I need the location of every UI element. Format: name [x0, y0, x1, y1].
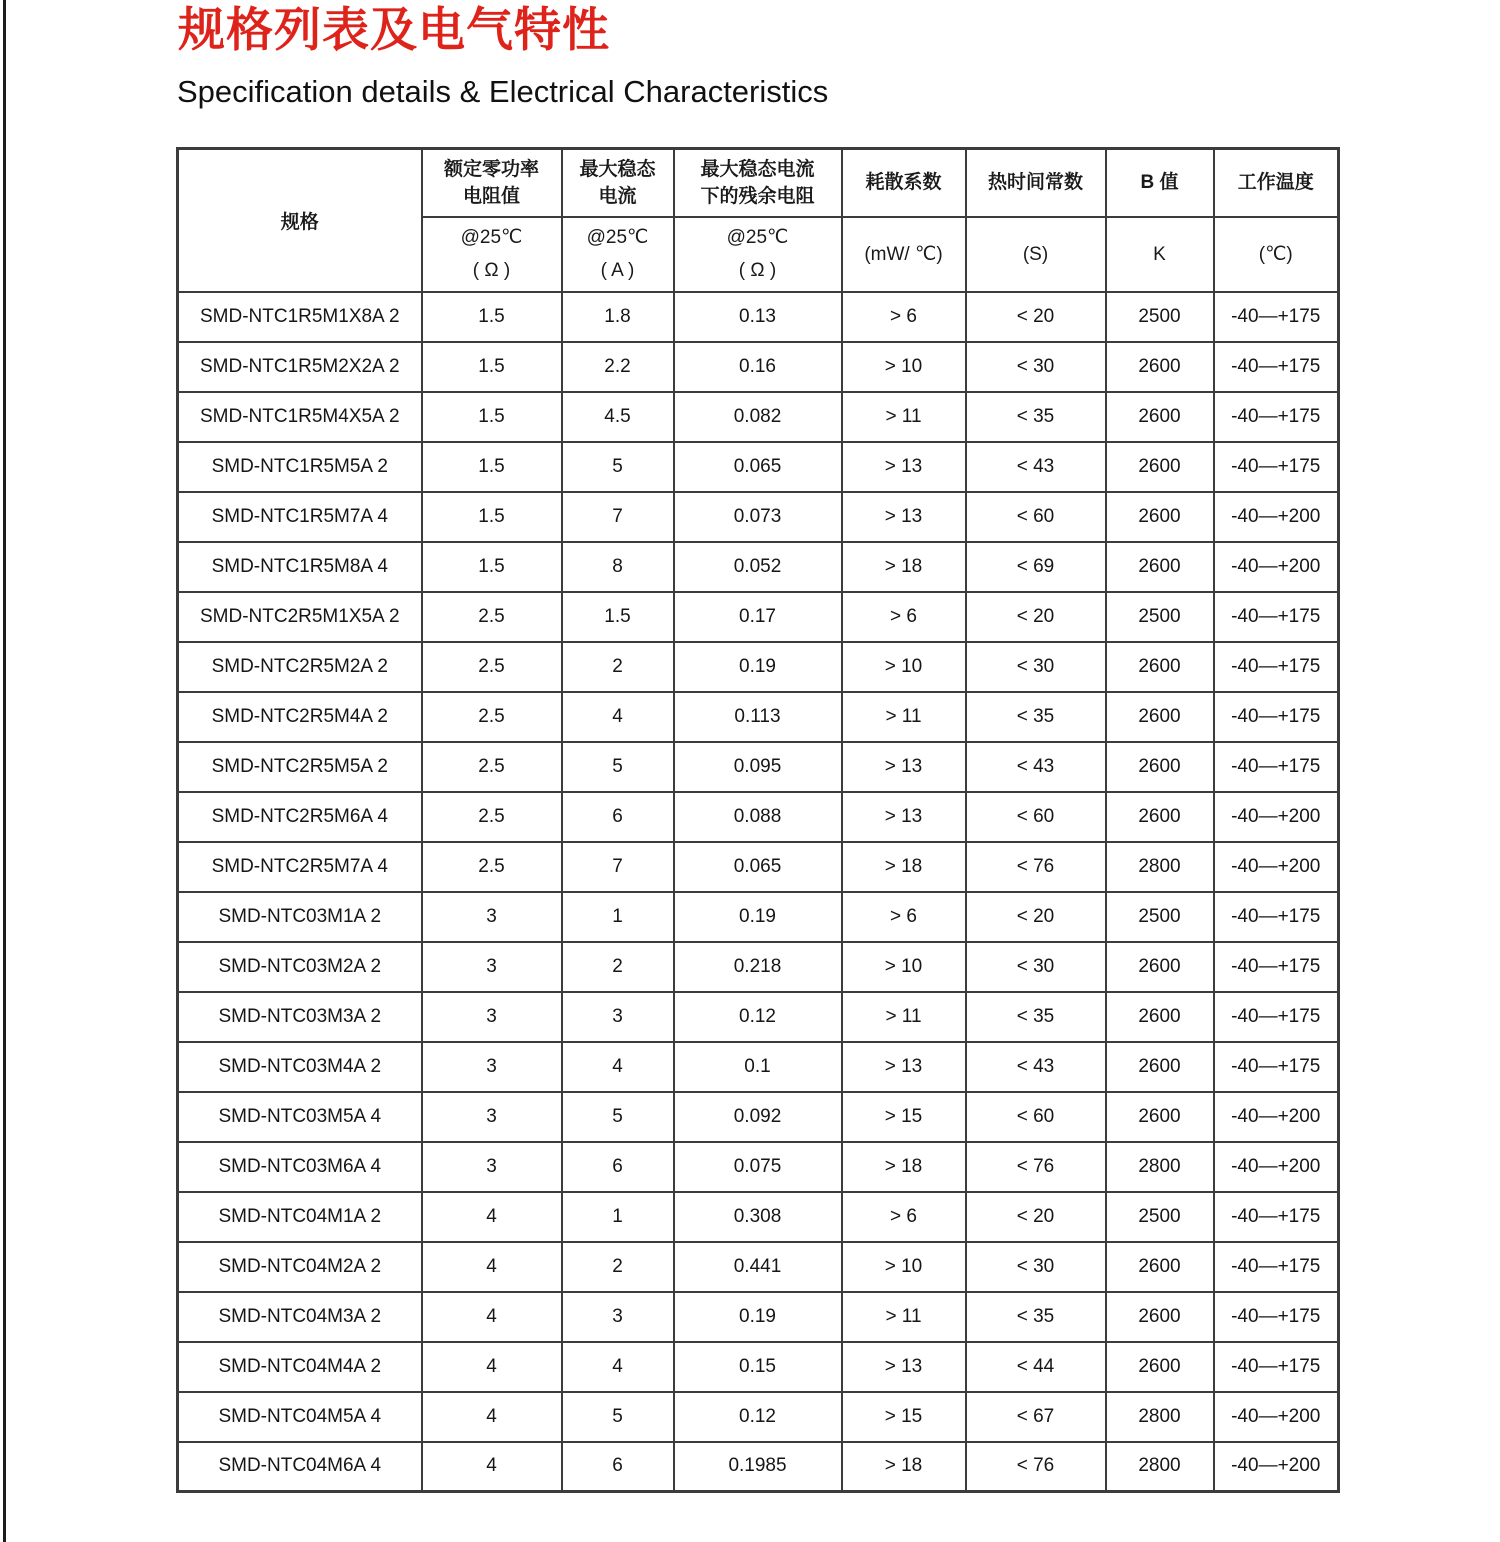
unit-rated-resistance: @25℃ ( Ω )	[422, 217, 562, 292]
cell-operating-temperature: -40—+175	[1214, 1342, 1339, 1392]
column-header-spec: 规格	[178, 149, 422, 292]
cell-rated-resistance: 1.5	[422, 492, 562, 542]
column-header-b-value: B 值	[1106, 149, 1214, 217]
cell-rated-resistance: 4	[422, 1292, 562, 1342]
unit-dissipation-factor: (mW/ ℃)	[842, 217, 966, 292]
cell-residual-resistance: 0.092	[674, 1092, 842, 1142]
cell-operating-temperature: -40—+200	[1214, 492, 1339, 542]
cell-spec: SMD-NTC03M4A 2	[178, 1042, 422, 1092]
cell-max-steady-current: 4	[562, 692, 674, 742]
column-header-max-steady-current: 最大稳态 电流	[562, 149, 674, 217]
cell-spec: SMD-NTC2R5M5A 2	[178, 742, 422, 792]
column-header-thermal-time-constant: 热时间常数	[966, 149, 1106, 217]
cell-spec: SMD-NTC2R5M1X5A 2	[178, 592, 422, 642]
spec-table	[176, 147, 1340, 1493]
table-row	[178, 892, 1339, 942]
cell-max-steady-current: 5	[562, 1392, 674, 1442]
cell-rated-resistance: 2.5	[422, 592, 562, 642]
cell-rated-resistance: 4	[422, 1442, 562, 1492]
unit-operating-temperature: (℃)	[1214, 217, 1339, 292]
cell-spec: SMD-NTC03M1A 2	[178, 892, 422, 942]
cell-max-steady-current: 5	[562, 442, 674, 492]
cell-operating-temperature: -40—+175	[1214, 292, 1339, 342]
cell-max-steady-current: 3	[562, 1292, 674, 1342]
cell-operating-temperature: -40—+175	[1214, 992, 1339, 1042]
table-row	[178, 1342, 1339, 1392]
unit-residual-resistance: @25℃ ( Ω )	[674, 217, 842, 292]
cell-thermal-time-constant: < 30	[966, 1242, 1106, 1292]
cell-spec: SMD-NTC1R5M8A 4	[178, 542, 422, 592]
cell-spec: SMD-NTC03M6A 4	[178, 1142, 422, 1192]
cell-b-value: 2800	[1106, 1142, 1214, 1192]
cell-residual-resistance: 0.075	[674, 1142, 842, 1192]
cell-spec: SMD-NTC04M1A 2	[178, 1192, 422, 1242]
table-row	[178, 592, 1339, 642]
cell-dissipation-factor: > 10	[842, 1242, 966, 1292]
cell-operating-temperature: -40—+200	[1214, 1442, 1339, 1492]
spec-table-body	[178, 292, 1339, 1492]
cell-residual-resistance: 0.082	[674, 392, 842, 442]
cell-max-steady-current: 7	[562, 492, 674, 542]
cell-residual-resistance: 0.12	[674, 1392, 842, 1442]
cell-dissipation-factor: > 10	[842, 642, 966, 692]
cell-residual-resistance: 0.12	[674, 992, 842, 1042]
cell-rated-resistance: 3	[422, 1042, 562, 1092]
cell-spec: SMD-NTC03M5A 4	[178, 1092, 422, 1142]
cell-dissipation-factor: > 11	[842, 992, 966, 1042]
page-title-en: Specification details & Electrical Characteristics	[177, 74, 829, 109]
cell-residual-resistance: 0.065	[674, 842, 842, 892]
cell-dissipation-factor: > 13	[842, 1342, 966, 1392]
cell-dissipation-factor: > 13	[842, 442, 966, 492]
cell-max-steady-current: 6	[562, 1142, 674, 1192]
cell-rated-resistance: 1.5	[422, 392, 562, 442]
column-header-rated-resistance: 额定零功率 电阻值	[422, 149, 562, 217]
cell-operating-temperature: -40—+200	[1214, 542, 1339, 592]
cell-dissipation-factor: > 11	[842, 1292, 966, 1342]
cell-dissipation-factor: > 11	[842, 692, 966, 742]
column-header-residual-resistance: 最大稳态电流 下的残余电阻	[674, 149, 842, 217]
cell-max-steady-current: 7	[562, 842, 674, 892]
cell-operating-temperature: -40—+175	[1214, 1292, 1339, 1342]
cell-residual-resistance: 0.073	[674, 492, 842, 542]
table-row	[178, 642, 1339, 692]
table-row	[178, 1242, 1339, 1292]
table-row	[178, 392, 1339, 442]
cell-rated-resistance: 1.5	[422, 442, 562, 492]
table-row	[178, 842, 1339, 892]
cell-spec: SMD-NTC04M4A 2	[178, 1342, 422, 1392]
cell-spec: SMD-NTC2R5M7A 4	[178, 842, 422, 892]
cell-b-value: 2800	[1106, 842, 1214, 892]
cell-rated-resistance: 2.5	[422, 792, 562, 842]
cell-rated-resistance: 2.5	[422, 642, 562, 692]
cell-operating-temperature: -40—+175	[1214, 642, 1339, 692]
page-left-border-rule	[3, 0, 6, 1542]
cell-rated-resistance: 3	[422, 992, 562, 1042]
table-row	[178, 292, 1339, 342]
cell-b-value: 2500	[1106, 592, 1214, 642]
cell-max-steady-current: 6	[562, 792, 674, 842]
cell-operating-temperature: -40—+175	[1214, 1042, 1339, 1092]
cell-spec: SMD-NTC2R5M2A 2	[178, 642, 422, 692]
cell-operating-temperature: -40—+175	[1214, 892, 1339, 942]
cell-dissipation-factor: > 10	[842, 342, 966, 392]
table-row	[178, 492, 1339, 542]
cell-thermal-time-constant: < 35	[966, 1292, 1106, 1342]
cell-operating-temperature: -40—+175	[1214, 1192, 1339, 1242]
cell-b-value: 2500	[1106, 892, 1214, 942]
cell-dissipation-factor: > 6	[842, 592, 966, 642]
cell-max-steady-current: 2	[562, 1242, 674, 1292]
cell-residual-resistance: 0.19	[674, 642, 842, 692]
cell-dissipation-factor: > 6	[842, 292, 966, 342]
cell-residual-resistance: 0.088	[674, 792, 842, 842]
cell-spec: SMD-NTC04M5A 4	[178, 1392, 422, 1442]
cell-b-value: 2600	[1106, 1292, 1214, 1342]
cell-b-value: 2800	[1106, 1392, 1214, 1442]
cell-b-value: 2600	[1106, 942, 1214, 992]
cell-thermal-time-constant: < 69	[966, 542, 1106, 592]
cell-dissipation-factor: > 18	[842, 842, 966, 892]
cell-max-steady-current: 5	[562, 742, 674, 792]
cell-b-value: 2600	[1106, 342, 1214, 392]
cell-thermal-time-constant: < 67	[966, 1392, 1106, 1442]
cell-residual-resistance: 0.218	[674, 942, 842, 992]
table-row	[178, 692, 1339, 742]
table-row	[178, 1092, 1339, 1142]
cell-spec: SMD-NTC2R5M4A 2	[178, 692, 422, 742]
cell-b-value: 2600	[1106, 392, 1214, 442]
cell-dissipation-factor: > 6	[842, 892, 966, 942]
cell-rated-resistance: 3	[422, 892, 562, 942]
cell-residual-resistance: 0.19	[674, 1292, 842, 1342]
cell-b-value: 2500	[1106, 292, 1214, 342]
cell-rated-resistance: 2.5	[422, 742, 562, 792]
cell-spec: SMD-NTC1R5M7A 4	[178, 492, 422, 542]
cell-b-value: 2600	[1106, 442, 1214, 492]
table-row	[178, 942, 1339, 992]
cell-thermal-time-constant: < 35	[966, 392, 1106, 442]
table-row	[178, 992, 1339, 1042]
cell-operating-temperature: -40—+200	[1214, 842, 1339, 892]
cell-thermal-time-constant: < 30	[966, 642, 1106, 692]
cell-b-value: 2600	[1106, 1092, 1214, 1142]
cell-max-steady-current: 4	[562, 1042, 674, 1092]
cell-max-steady-current: 1	[562, 1192, 674, 1242]
cell-b-value: 2600	[1106, 992, 1214, 1042]
cell-thermal-time-constant: < 20	[966, 292, 1106, 342]
cell-spec: SMD-NTC1R5M1X8A 2	[178, 292, 422, 342]
cell-b-value: 2500	[1106, 1192, 1214, 1242]
cell-rated-resistance: 3	[422, 1142, 562, 1192]
cell-dissipation-factor: > 13	[842, 792, 966, 842]
cell-operating-temperature: -40—+175	[1214, 592, 1339, 642]
cell-operating-temperature: -40—+200	[1214, 792, 1339, 842]
cell-residual-resistance: 0.095	[674, 742, 842, 792]
cell-operating-temperature: -40—+200	[1214, 1392, 1339, 1442]
table-row	[178, 1292, 1339, 1342]
page-title-zh: 规格列表及电气特性	[178, 3, 610, 56]
cell-max-steady-current: 1.8	[562, 292, 674, 342]
column-header-dissipation-factor: 耗散系数	[842, 149, 966, 217]
column-header-operating-temperature: 工作温度	[1214, 149, 1339, 217]
cell-max-steady-current: 1.5	[562, 592, 674, 642]
table-row	[178, 1192, 1339, 1242]
cell-spec: SMD-NTC03M3A 2	[178, 992, 422, 1042]
cell-rated-resistance: 3	[422, 942, 562, 992]
cell-max-steady-current: 8	[562, 542, 674, 592]
cell-dissipation-factor: > 18	[842, 542, 966, 592]
table-row	[178, 442, 1339, 492]
cell-thermal-time-constant: < 20	[966, 892, 1106, 942]
cell-thermal-time-constant: < 20	[966, 592, 1106, 642]
table-row	[178, 542, 1339, 592]
table-row	[178, 742, 1339, 792]
cell-thermal-time-constant: < 35	[966, 992, 1106, 1042]
cell-dissipation-factor: > 15	[842, 1092, 966, 1142]
unit-b-value: K	[1106, 217, 1214, 292]
cell-b-value: 2600	[1106, 1042, 1214, 1092]
table-row	[178, 792, 1339, 842]
cell-max-steady-current: 4.5	[562, 392, 674, 442]
cell-thermal-time-constant: < 43	[966, 442, 1106, 492]
cell-dissipation-factor: > 15	[842, 1392, 966, 1442]
cell-spec: SMD-NTC04M3A 2	[178, 1292, 422, 1342]
cell-thermal-time-constant: < 60	[966, 1092, 1106, 1142]
cell-operating-temperature: -40—+175	[1214, 1242, 1339, 1292]
cell-thermal-time-constant: < 76	[966, 1142, 1106, 1192]
table-row	[178, 1442, 1339, 1492]
table-row	[178, 1142, 1339, 1192]
cell-residual-resistance: 0.17	[674, 592, 842, 642]
cell-residual-resistance: 0.16	[674, 342, 842, 392]
cell-spec: SMD-NTC03M2A 2	[178, 942, 422, 992]
cell-residual-resistance: 0.052	[674, 542, 842, 592]
cell-dissipation-factor: > 13	[842, 1042, 966, 1092]
cell-rated-resistance: 3	[422, 1092, 562, 1142]
cell-b-value: 2800	[1106, 1442, 1214, 1492]
cell-b-value: 2600	[1106, 692, 1214, 742]
unit-thermal-time-constant: (S)	[966, 217, 1106, 292]
cell-thermal-time-constant: < 43	[966, 742, 1106, 792]
cell-dissipation-factor: > 18	[842, 1442, 966, 1492]
cell-rated-resistance: 4	[422, 1192, 562, 1242]
cell-thermal-time-constant: < 30	[966, 942, 1106, 992]
table-row	[178, 1042, 1339, 1092]
cell-max-steady-current: 6	[562, 1442, 674, 1492]
cell-residual-resistance: 0.065	[674, 442, 842, 492]
cell-operating-temperature: -40—+175	[1214, 742, 1339, 792]
cell-rated-resistance: 1.5	[422, 292, 562, 342]
cell-dissipation-factor: > 13	[842, 742, 966, 792]
cell-dissipation-factor: > 6	[842, 1192, 966, 1242]
cell-max-steady-current: 2.2	[562, 342, 674, 392]
cell-residual-resistance: 0.308	[674, 1192, 842, 1242]
cell-operating-temperature: -40—+175	[1214, 442, 1339, 492]
cell-spec: SMD-NTC04M6A 4	[178, 1442, 422, 1492]
cell-max-steady-current: 5	[562, 1092, 674, 1142]
cell-rated-resistance: 4	[422, 1392, 562, 1442]
cell-max-steady-current: 3	[562, 992, 674, 1042]
cell-operating-temperature: -40—+200	[1214, 1142, 1339, 1192]
table-row	[178, 342, 1339, 392]
cell-thermal-time-constant: < 43	[966, 1042, 1106, 1092]
cell-dissipation-factor: > 11	[842, 392, 966, 442]
cell-b-value: 2600	[1106, 492, 1214, 542]
cell-operating-temperature: -40—+175	[1214, 392, 1339, 442]
cell-thermal-time-constant: < 30	[966, 342, 1106, 392]
cell-b-value: 2600	[1106, 1342, 1214, 1392]
cell-thermal-time-constant: < 60	[966, 792, 1106, 842]
cell-b-value: 2600	[1106, 1242, 1214, 1292]
cell-max-steady-current: 1	[562, 892, 674, 942]
cell-thermal-time-constant: < 20	[966, 1192, 1106, 1242]
cell-b-value: 2600	[1106, 642, 1214, 692]
cell-residual-resistance: 0.19	[674, 892, 842, 942]
cell-residual-resistance: 0.15	[674, 1342, 842, 1392]
cell-spec: SMD-NTC1R5M5A 2	[178, 442, 422, 492]
cell-rated-resistance: 2.5	[422, 842, 562, 892]
cell-dissipation-factor: > 18	[842, 1142, 966, 1192]
cell-operating-temperature: -40—+175	[1214, 942, 1339, 992]
cell-thermal-time-constant: < 35	[966, 692, 1106, 742]
cell-thermal-time-constant: < 76	[966, 1442, 1106, 1492]
table-row	[178, 1392, 1339, 1442]
cell-thermal-time-constant: < 60	[966, 492, 1106, 542]
cell-dissipation-factor: > 10	[842, 942, 966, 992]
cell-rated-resistance: 2.5	[422, 692, 562, 742]
cell-spec: SMD-NTC04M2A 2	[178, 1242, 422, 1292]
cell-rated-resistance: 4	[422, 1342, 562, 1392]
cell-operating-temperature: -40—+175	[1214, 342, 1339, 392]
cell-b-value: 2600	[1106, 542, 1214, 592]
cell-b-value: 2600	[1106, 742, 1214, 792]
cell-operating-temperature: -40—+200	[1214, 1092, 1339, 1142]
cell-spec: SMD-NTC1R5M2X2A 2	[178, 342, 422, 392]
cell-operating-temperature: -40—+175	[1214, 692, 1339, 742]
cell-residual-resistance: 0.441	[674, 1242, 842, 1292]
cell-dissipation-factor: > 13	[842, 492, 966, 542]
unit-max-steady-current: @25℃ ( A )	[562, 217, 674, 292]
spec-table-header	[178, 149, 1339, 292]
cell-spec: SMD-NTC1R5M4X5A 2	[178, 392, 422, 442]
cell-max-steady-current: 2	[562, 942, 674, 992]
cell-residual-resistance: 0.13	[674, 292, 842, 342]
cell-thermal-time-constant: < 44	[966, 1342, 1106, 1392]
cell-residual-resistance: 0.1	[674, 1042, 842, 1092]
cell-rated-resistance: 1.5	[422, 342, 562, 392]
cell-max-steady-current: 4	[562, 1342, 674, 1392]
cell-max-steady-current: 2	[562, 642, 674, 692]
cell-b-value: 2600	[1106, 792, 1214, 842]
cell-residual-resistance: 0.113	[674, 692, 842, 742]
cell-residual-resistance: 0.1985	[674, 1442, 842, 1492]
cell-spec: SMD-NTC2R5M6A 4	[178, 792, 422, 842]
cell-rated-resistance: 4	[422, 1242, 562, 1292]
cell-rated-resistance: 1.5	[422, 542, 562, 592]
cell-thermal-time-constant: < 76	[966, 842, 1106, 892]
